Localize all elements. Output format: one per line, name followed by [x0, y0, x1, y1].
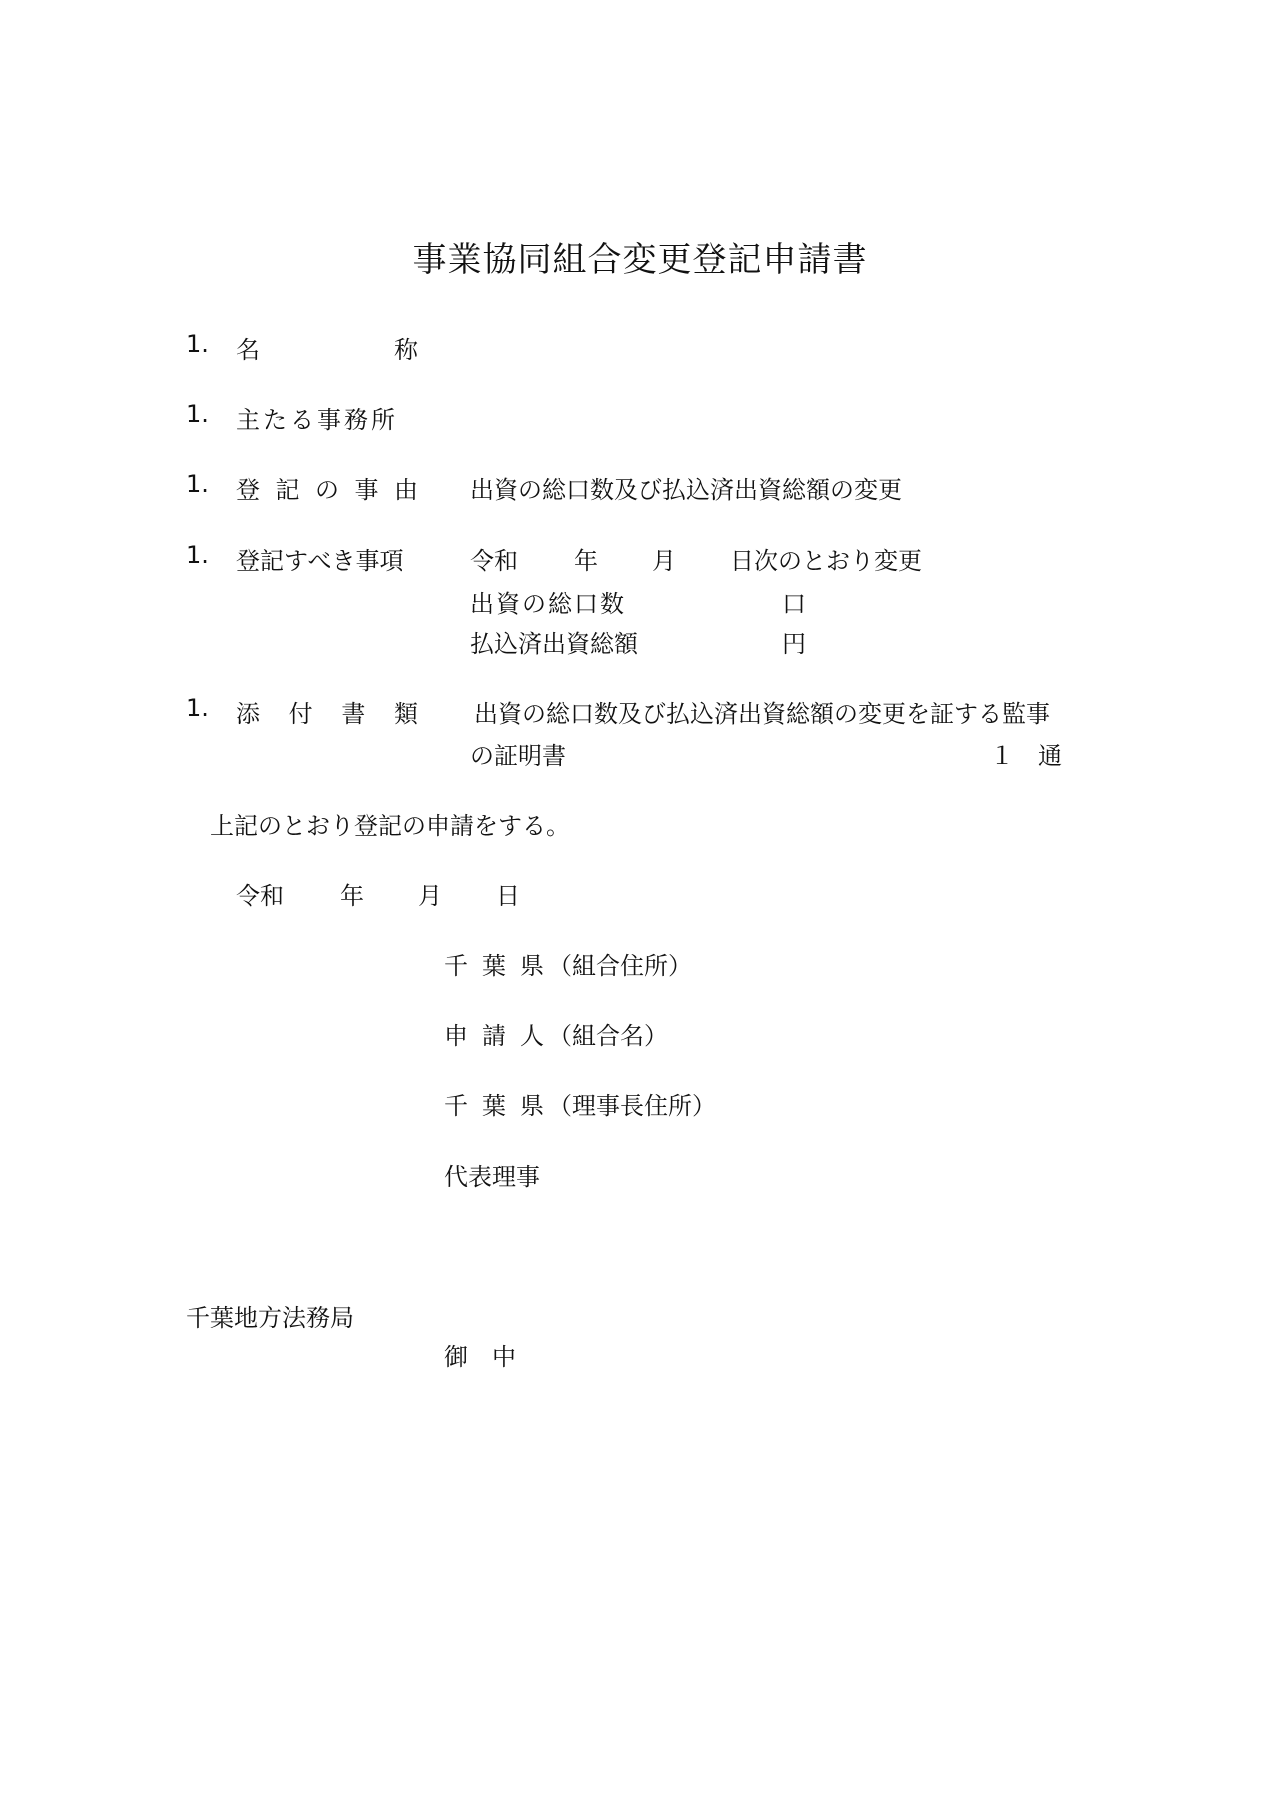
item-number-office: 1.	[186, 400, 209, 428]
matters-era: 令和	[470, 547, 518, 575]
matters-month: 月	[652, 547, 676, 575]
item-label-reason	[236, 470, 418, 505]
label-char: 千	[444, 952, 468, 980]
date-month: 月	[418, 882, 442, 910]
label-char: 記	[275, 476, 300, 504]
item-number-attachments: 1.	[186, 694, 209, 722]
label-char: 県	[520, 1092, 544, 1120]
date-day: 日	[496, 882, 520, 910]
item-number-matters: 1.	[186, 541, 209, 569]
label-char: 付	[288, 700, 313, 728]
union-name-label	[444, 1016, 544, 1051]
attachments-value-line2: の証明書	[470, 742, 566, 770]
item-label-office: 主たる事務所	[236, 406, 398, 434]
label-char: 登	[236, 476, 260, 504]
label-char: 人	[520, 1022, 544, 1050]
chairman-address-note: （理事長住所）	[548, 1092, 716, 1120]
item-label-matters: 登記すべき事項	[236, 547, 404, 575]
matters-units-label: 出資の総口数	[470, 590, 626, 618]
addressee-office: 千葉地方法務局	[186, 1304, 354, 1332]
matters-year: 年	[574, 547, 598, 575]
union-name-note: （組合名）	[548, 1022, 668, 1050]
document-title: 事業協同組合変更登記申請書	[412, 240, 868, 280]
item-label-attachments	[236, 694, 418, 729]
application-statement: 上記のとおり登記の申請をする。	[210, 812, 570, 840]
matters-units-unit: 口	[782, 590, 806, 618]
item-number-reason: 1.	[186, 470, 209, 498]
item-number-name: 1.	[186, 330, 209, 358]
label-char: 事	[354, 476, 379, 504]
label-char: 由	[394, 476, 418, 504]
label-char: 添	[236, 700, 260, 728]
item-label-name	[236, 330, 418, 365]
label-char: 申	[444, 1022, 468, 1050]
label-char: 名	[236, 336, 260, 364]
date-era: 令和	[236, 882, 284, 910]
label-char: 類	[393, 700, 418, 728]
item-value-reason: 出資の総口数及び払込済出資総額の変更	[470, 476, 902, 504]
label-char: 請	[482, 1022, 506, 1050]
addressee-honorific: 御 中	[444, 1343, 516, 1371]
representative-label: 代表理事	[444, 1163, 540, 1191]
attachments-count: １ 通	[990, 742, 1062, 770]
label-char: 称	[394, 336, 418, 364]
label-char: 書	[341, 700, 366, 728]
chairman-address-label	[444, 1086, 544, 1121]
date-year: 年	[340, 882, 364, 910]
label-char: 葉	[482, 1092, 506, 1120]
label-char: 県	[520, 952, 544, 980]
attachments-value-line1: 出資の総口数及び払込済出資総額の変更を証する監事	[474, 700, 1050, 728]
label-char: 千	[444, 1092, 468, 1120]
matters-capital-label: 払込済出資総額	[470, 630, 638, 658]
label-char: の	[315, 476, 339, 504]
matters-day-text: 日次のとおり変更	[730, 547, 922, 575]
matters-capital-unit: 円	[782, 630, 806, 658]
union-address-note: （組合住所）	[548, 952, 692, 980]
label-char: 葉	[482, 952, 506, 980]
union-address-label	[444, 946, 544, 981]
